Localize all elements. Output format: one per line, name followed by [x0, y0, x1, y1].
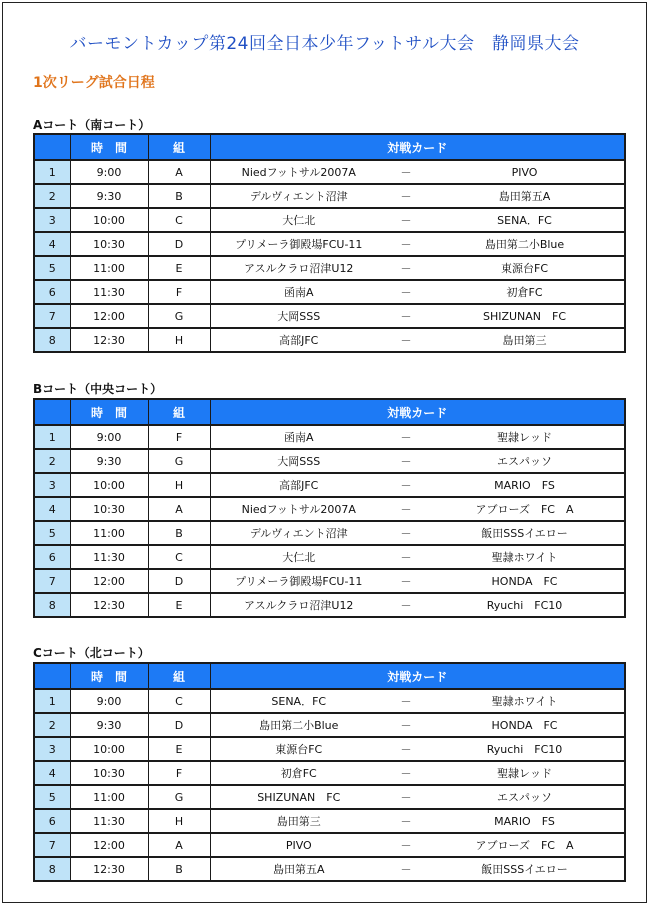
table-row [34, 545, 625, 569]
match-number: 4 [34, 497, 70, 521]
match-time: 10:30 [70, 232, 148, 256]
table-row [34, 232, 625, 256]
home-team: 函南A [210, 280, 387, 304]
header-time: 時 間 [70, 663, 148, 689]
match-group: D [148, 232, 210, 256]
home-team: 大仁北 [210, 208, 387, 232]
home-team: Niedフットサル2007A [210, 497, 387, 521]
court-b-label: Bコート（中央コート） [33, 382, 163, 396]
away-team: PIVO [425, 160, 625, 184]
table-row [34, 449, 625, 473]
match-group: C [148, 208, 210, 232]
versus-mark: － [387, 569, 425, 593]
table-row [34, 304, 625, 328]
match-number: 2 [34, 713, 70, 737]
away-team: 飯田SSSイエロー [425, 857, 625, 881]
header-group: 組 [148, 399, 210, 425]
court-a-table [33, 133, 626, 353]
header-match: 対戦カード [210, 399, 625, 425]
match-group: C [148, 689, 210, 713]
table-row [34, 833, 625, 857]
match-time: 11:00 [70, 785, 148, 809]
versus-mark: － [387, 593, 425, 617]
versus-mark: － [387, 256, 425, 280]
court-c-table [33, 662, 626, 882]
away-team: 島田第五A [425, 184, 625, 208]
match-group: H [148, 473, 210, 497]
match-time: 9:00 [70, 425, 148, 449]
away-team: 島田第二小Blue [425, 232, 625, 256]
table-row [34, 473, 625, 497]
match-group: G [148, 449, 210, 473]
table-row [34, 328, 625, 352]
versus-mark: － [387, 833, 425, 857]
match-time: 12:30 [70, 857, 148, 881]
match-time: 9:30 [70, 449, 148, 473]
home-team: デルヴィエント沼津 [210, 521, 387, 545]
home-team: 島田第五A [210, 857, 387, 881]
match-time: 11:30 [70, 809, 148, 833]
versus-mark: － [387, 809, 425, 833]
table-row [34, 689, 625, 713]
table-row [34, 425, 625, 449]
header-no [34, 134, 70, 160]
versus-mark: － [387, 208, 425, 232]
home-team: SENA．FC [210, 689, 387, 713]
home-team: 大岡SSS [210, 304, 387, 328]
away-team: SHIZUNAN FC [425, 304, 625, 328]
match-number: 6 [34, 280, 70, 304]
table-row [34, 497, 625, 521]
match-group: D [148, 713, 210, 737]
match-number: 8 [34, 593, 70, 617]
match-time: 9:30 [70, 713, 148, 737]
versus-mark: － [387, 160, 425, 184]
versus-mark: － [387, 785, 425, 809]
versus-mark: － [387, 425, 425, 449]
versus-mark: － [387, 857, 425, 881]
versus-mark: － [387, 497, 425, 521]
table-row [34, 280, 625, 304]
match-time: 12:00 [70, 304, 148, 328]
match-group: F [148, 425, 210, 449]
match-time: 10:00 [70, 737, 148, 761]
home-team: プリメーラ御殿場FCU-11 [210, 569, 387, 593]
match-group: A [148, 833, 210, 857]
match-time: 12:00 [70, 569, 148, 593]
away-team: 聖隷ホワイト [425, 689, 625, 713]
home-team: 島田第二小Blue [210, 713, 387, 737]
table-row [34, 569, 625, 593]
versus-mark: － [387, 280, 425, 304]
home-team: 初倉FC [210, 761, 387, 785]
match-number: 4 [34, 761, 70, 785]
versus-mark: － [387, 473, 425, 497]
match-number: 5 [34, 521, 70, 545]
table-row [34, 521, 625, 545]
match-number: 7 [34, 569, 70, 593]
header-no [34, 399, 70, 425]
match-number: 4 [34, 232, 70, 256]
match-number: 2 [34, 449, 70, 473]
table-row [34, 713, 625, 737]
match-time: 10:30 [70, 761, 148, 785]
match-group: G [148, 785, 210, 809]
match-group: A [148, 160, 210, 184]
document-page [2, 2, 647, 903]
away-team: 島田第三 [425, 328, 625, 352]
versus-mark: － [387, 521, 425, 545]
match-number: 5 [34, 256, 70, 280]
away-team: MARIO FS [425, 473, 625, 497]
away-team: アブローズ FC A [425, 497, 625, 521]
versus-mark: － [387, 232, 425, 256]
away-team: HONDA FC [425, 713, 625, 737]
header-match: 対戦カード [210, 134, 625, 160]
table-row [34, 256, 625, 280]
versus-mark: － [387, 737, 425, 761]
match-time: 12:30 [70, 328, 148, 352]
match-time: 11:30 [70, 280, 148, 304]
home-team: アスルクラロ沼津U12 [210, 256, 387, 280]
match-group: H [148, 809, 210, 833]
match-number: 6 [34, 809, 70, 833]
away-team: HONDA FC [425, 569, 625, 593]
header-match: 対戦カード [210, 663, 625, 689]
match-group: D [148, 569, 210, 593]
away-team: 東源台FC [425, 256, 625, 280]
match-number: 1 [34, 689, 70, 713]
table-row [34, 208, 625, 232]
home-team: PIVO [210, 833, 387, 857]
match-time: 11:00 [70, 521, 148, 545]
versus-mark: － [387, 449, 425, 473]
away-team: SENA．FC [425, 208, 625, 232]
versus-mark: － [387, 689, 425, 713]
match-group: B [148, 521, 210, 545]
table-header-row [34, 399, 625, 425]
match-number: 7 [34, 833, 70, 857]
match-number: 3 [34, 737, 70, 761]
away-team: 初倉FC [425, 280, 625, 304]
match-time: 11:00 [70, 256, 148, 280]
match-number: 1 [34, 425, 70, 449]
match-time: 10:30 [70, 497, 148, 521]
home-team: SHIZUNAN FC [210, 785, 387, 809]
home-team: 高部JFC [210, 328, 387, 352]
home-team: 大仁北 [210, 545, 387, 569]
table-row [34, 737, 625, 761]
home-team: プリメーラ御殿場FCU-11 [210, 232, 387, 256]
match-number: 3 [34, 208, 70, 232]
match-number: 8 [34, 328, 70, 352]
table-row [34, 809, 625, 833]
court-a-label: Aコート（南コート） [33, 118, 151, 132]
home-team: 東源台FC [210, 737, 387, 761]
away-team: Ryuchi FC10 [425, 593, 625, 617]
match-time: 9:30 [70, 184, 148, 208]
match-number: 8 [34, 857, 70, 881]
match-number: 5 [34, 785, 70, 809]
match-group: A [148, 497, 210, 521]
table-row [34, 785, 625, 809]
away-team: Ryuchi FC10 [425, 737, 625, 761]
versus-mark: － [387, 304, 425, 328]
match-group: E [148, 593, 210, 617]
match-group: F [148, 761, 210, 785]
document-title: バーモントカップ第24回全日本少年フットサル大会 静岡県大会 [69, 34, 580, 54]
match-time: 11:30 [70, 545, 148, 569]
table-header-row [34, 134, 625, 160]
versus-mark: － [387, 184, 425, 208]
header-group: 組 [148, 663, 210, 689]
table-row [34, 761, 625, 785]
match-number: 7 [34, 304, 70, 328]
table-row [34, 184, 625, 208]
match-number: 2 [34, 184, 70, 208]
versus-mark: － [387, 545, 425, 569]
table-header-row [34, 663, 625, 689]
match-time: 9:00 [70, 160, 148, 184]
away-team: 聖隷レッド [425, 761, 625, 785]
match-number: 3 [34, 473, 70, 497]
away-team: エスパッソ [425, 449, 625, 473]
court-c-label: Cコート（北コート） [33, 646, 150, 660]
schedule-subtitle: 1次リーグ試合日程 [33, 75, 155, 91]
table-row [34, 593, 625, 617]
home-team: 大岡SSS [210, 449, 387, 473]
match-time: 12:00 [70, 833, 148, 857]
match-time: 9:00 [70, 689, 148, 713]
match-group: B [148, 184, 210, 208]
away-team: MARIO FS [425, 809, 625, 833]
match-time: 12:30 [70, 593, 148, 617]
away-team: 飯田SSSイエロー [425, 521, 625, 545]
home-team: アスルクラロ沼津U12 [210, 593, 387, 617]
header-no [34, 663, 70, 689]
home-team: Niedフットサル2007A [210, 160, 387, 184]
match-group: B [148, 857, 210, 881]
match-number: 6 [34, 545, 70, 569]
away-team: 聖隷ホワイト [425, 545, 625, 569]
match-group: C [148, 545, 210, 569]
home-team: 島田第三 [210, 809, 387, 833]
match-time: 10:00 [70, 208, 148, 232]
match-group: E [148, 256, 210, 280]
versus-mark: － [387, 761, 425, 785]
header-group: 組 [148, 134, 210, 160]
home-team: 函南A [210, 425, 387, 449]
match-time: 10:00 [70, 473, 148, 497]
match-group: H [148, 328, 210, 352]
header-time: 時 間 [70, 399, 148, 425]
table-row [34, 857, 625, 881]
home-team: デルヴィエント沼津 [210, 184, 387, 208]
header-time: 時 間 [70, 134, 148, 160]
match-number: 1 [34, 160, 70, 184]
away-team: アブローズ FC A [425, 833, 625, 857]
home-team: 高部JFC [210, 473, 387, 497]
match-group: F [148, 280, 210, 304]
match-group: G [148, 304, 210, 328]
away-team: 聖隷レッド [425, 425, 625, 449]
versus-mark: － [387, 328, 425, 352]
match-group: E [148, 737, 210, 761]
away-team: エスパッソ [425, 785, 625, 809]
court-b-table [33, 398, 626, 618]
table-row [34, 160, 625, 184]
versus-mark: － [387, 713, 425, 737]
